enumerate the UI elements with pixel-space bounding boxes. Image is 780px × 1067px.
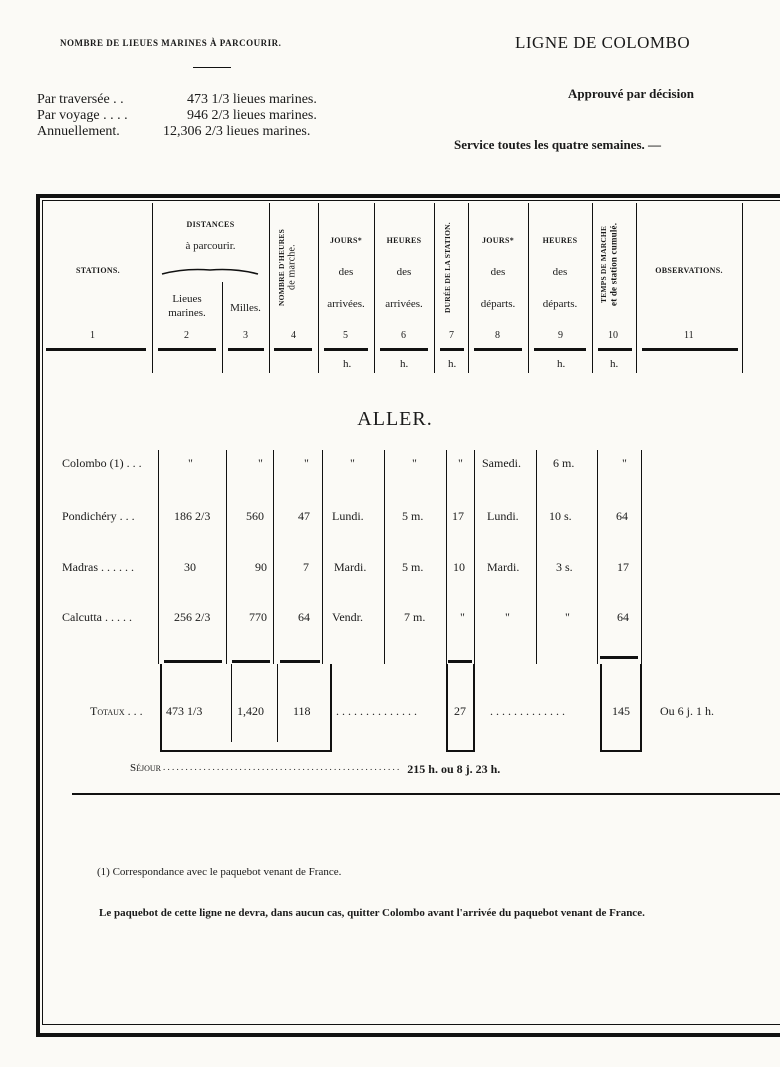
cell-heures: 7 bbox=[303, 560, 309, 574]
cell-temps: " bbox=[622, 456, 627, 470]
subtotal-rule bbox=[232, 660, 270, 663]
stat-label: Annuellement. bbox=[37, 124, 120, 139]
body-col-line bbox=[384, 450, 385, 664]
stat-row bbox=[37, 92, 317, 108]
line-title: LIGNE DE COLOMBO bbox=[515, 33, 691, 52]
approval-text: Approuvé par décision bbox=[568, 86, 694, 101]
cell-heures: 47 bbox=[298, 509, 310, 523]
cell-jour-arr: Vendr. bbox=[332, 610, 363, 624]
body-col-line bbox=[158, 450, 159, 664]
unit-label: h. bbox=[610, 358, 619, 370]
col-sep bbox=[318, 203, 319, 373]
col-sep bbox=[434, 203, 435, 373]
unit-label: h. bbox=[557, 358, 566, 370]
header-jours-dep-bot: départs. bbox=[480, 298, 516, 310]
totals-box-line bbox=[600, 664, 602, 752]
header-heures-dep-mid: des bbox=[552, 266, 568, 278]
sejour-dots: . . . . . . . . . . . . . . . . . . . . . . . . . . . . . . . . . . . . . . . . . . . . . . . . . . . . . bbox=[163, 762, 400, 772]
cell-heure-dep: 6 m. bbox=[553, 456, 575, 470]
col-number: 4 bbox=[291, 330, 296, 341]
header-rule bbox=[380, 348, 428, 351]
header-rule bbox=[274, 348, 312, 351]
cell-duree: 17 bbox=[452, 509, 464, 523]
cell-heures: 64 bbox=[298, 610, 310, 624]
cell-jour-dep: Samedi. bbox=[482, 456, 521, 470]
header-temps-2: et de station cumulé. bbox=[608, 222, 619, 306]
col-sep bbox=[269, 203, 270, 373]
col-number: 9 bbox=[558, 330, 563, 341]
cell-jour-arr: Mardi. bbox=[334, 560, 367, 574]
cell-heure-dep: 3 s. bbox=[556, 560, 573, 574]
totals-temps: 145 bbox=[612, 704, 630, 718]
cell-temps: 64 bbox=[617, 610, 629, 624]
brace-icon bbox=[160, 266, 260, 276]
header-rule bbox=[46, 348, 146, 351]
header-jours-arr-top: JOURS* bbox=[329, 236, 363, 245]
cell-heure-arr: 7 m. bbox=[404, 610, 426, 624]
header-temps bbox=[600, 208, 619, 320]
cell-lieues: " bbox=[188, 456, 193, 470]
cell-jour-dep: Mardi. bbox=[487, 560, 520, 574]
cell-jour-dep: Lundi. bbox=[487, 509, 519, 523]
unit-label: h. bbox=[448, 358, 457, 370]
cell-heure-dep: 10 s. bbox=[549, 509, 572, 523]
stat-row bbox=[37, 108, 317, 124]
cell-lieues: 30 bbox=[184, 560, 196, 574]
totals-box-bottom bbox=[160, 750, 332, 752]
header-rule bbox=[228, 348, 264, 351]
totals-box-line bbox=[640, 664, 642, 752]
sejour-value: 215 h. ou 8 j. 23 h. bbox=[407, 762, 501, 776]
header-jours-arr-mid: des bbox=[338, 266, 354, 278]
header-distances: DISTANCES bbox=[186, 220, 235, 229]
cell-temps: 64 bbox=[616, 509, 628, 523]
cell-milles: " bbox=[258, 456, 263, 470]
station-name: Pondichéry . . . bbox=[62, 509, 135, 523]
body-col-line bbox=[322, 450, 323, 664]
col-sep bbox=[636, 203, 637, 373]
col-number: 2 bbox=[184, 330, 189, 341]
totals-dots: . . . . . . . . . . . . . bbox=[490, 704, 565, 718]
col-number: 6 bbox=[401, 330, 406, 341]
col-sep bbox=[374, 203, 375, 373]
unit-label: h. bbox=[400, 358, 409, 370]
col-sep bbox=[222, 282, 223, 373]
cell-jour-arr: Lundi. bbox=[332, 509, 364, 523]
unit-label: h. bbox=[343, 358, 352, 370]
station-name: Madras . . . . . . bbox=[62, 560, 134, 574]
header-rule bbox=[598, 348, 632, 351]
header-milles: Milles. bbox=[230, 302, 261, 314]
body-col-line bbox=[446, 450, 447, 664]
totals-box-line bbox=[446, 664, 448, 752]
header-heures-arr-bot: arrivées. bbox=[385, 298, 423, 310]
cell-lieues: 186 2/3 bbox=[174, 509, 211, 523]
section-divider bbox=[72, 793, 780, 795]
col-number: 3 bbox=[243, 330, 248, 341]
col-number: 11 bbox=[684, 330, 694, 341]
cell-duree: " bbox=[460, 610, 465, 624]
header-heures-marche bbox=[278, 215, 298, 320]
header-temps-1: TEMPS DE MARCHE bbox=[599, 225, 608, 303]
header-rule bbox=[158, 348, 216, 351]
totals-box-line bbox=[277, 664, 278, 742]
cell-duree: " bbox=[458, 456, 463, 470]
header-heures-arr-top: HEURES bbox=[386, 236, 422, 245]
body-col-line bbox=[536, 450, 537, 664]
header-duree: DURÉE DE LA STATION. bbox=[443, 222, 452, 314]
body-col-line bbox=[641, 450, 642, 664]
sejour-label: Séjour bbox=[130, 762, 162, 774]
distances-title: NOMBRE DE LIEUES MARINES À PARCOURIR. bbox=[60, 38, 282, 48]
header-stations: STATIONS. bbox=[76, 266, 120, 275]
cell-lieues: 256 2/3 bbox=[174, 610, 211, 624]
totals-observation: Ou 6 j. 1 h. bbox=[660, 704, 714, 718]
stats-block bbox=[37, 92, 317, 140]
col-number: 10 bbox=[608, 330, 618, 341]
totals-duree: 27 bbox=[454, 704, 466, 718]
subtotal-rule bbox=[280, 660, 320, 663]
body-col-line bbox=[226, 450, 227, 664]
stat-row bbox=[37, 124, 317, 140]
header-distances-sub: à parcourir. bbox=[185, 240, 236, 252]
col-number: 5 bbox=[343, 330, 348, 341]
station-name: Calcutta . . . . . bbox=[62, 610, 132, 624]
service-text: Service toutes les quatre semaines. — bbox=[454, 137, 662, 152]
header-observations: OBSERVATIONS. bbox=[655, 266, 723, 275]
station-name: Colombo (1) . . . bbox=[62, 456, 142, 470]
footnote-1: (1) Correspondance avec le paquebot venant de France. bbox=[97, 866, 342, 878]
header-heures-marche-1: NOMBRE D'HEURES bbox=[277, 229, 286, 306]
header-jours-dep-top: JOURS* bbox=[481, 236, 515, 245]
totals-box-line bbox=[231, 664, 232, 742]
subtotal-rule bbox=[448, 660, 472, 663]
header-jours-arr-bot: arrivées. bbox=[327, 298, 365, 310]
totals-box-line bbox=[330, 664, 332, 752]
cell-heures: " bbox=[304, 456, 309, 470]
cell-heure-arr: 5 m. bbox=[402, 560, 424, 574]
col-sep bbox=[468, 203, 469, 373]
body-col-line bbox=[474, 450, 475, 664]
subtotal-rule bbox=[600, 656, 638, 659]
cell-jour-arr: " bbox=[350, 456, 355, 470]
header-heures-arr-mid: des bbox=[396, 266, 412, 278]
stat-value: 12,306 2/3 lieues marines. bbox=[163, 124, 311, 139]
cell-heure-arr: 5 m. bbox=[402, 509, 424, 523]
header-rule bbox=[440, 348, 464, 351]
body-col-line bbox=[597, 450, 598, 664]
totals-box-bottom bbox=[446, 750, 475, 752]
totals-label: Totaux . . . bbox=[90, 704, 143, 718]
body-col-line bbox=[273, 450, 274, 664]
stat-value: 473 1/3 lieues marines. bbox=[187, 92, 317, 107]
col-sep bbox=[592, 203, 593, 373]
header-rule bbox=[324, 348, 368, 351]
cell-milles: 90 bbox=[255, 560, 267, 574]
totals-box-line bbox=[473, 664, 475, 752]
totals-dots: . . . . . . . . . . . . . . bbox=[336, 704, 417, 718]
cell-milles: 770 bbox=[249, 610, 267, 624]
totals-lieues: 473 1/3 bbox=[166, 704, 203, 718]
cell-heure-arr: " bbox=[412, 456, 417, 470]
totals-heures: 118 bbox=[293, 704, 311, 718]
totals-box-bottom bbox=[600, 750, 642, 752]
col-sep bbox=[742, 203, 743, 373]
stat-label: Par traversée . . bbox=[37, 92, 124, 107]
cell-milles: 560 bbox=[246, 509, 264, 523]
header-heures-dep-bot: départs. bbox=[542, 298, 578, 310]
totals-box-line bbox=[160, 664, 162, 752]
col-sep bbox=[528, 203, 529, 373]
cell-temps: 17 bbox=[617, 560, 629, 574]
col-number: 1 bbox=[90, 330, 95, 341]
subtotal-rule bbox=[164, 660, 222, 663]
section-title: ALLER. bbox=[357, 408, 433, 430]
col-number: 7 bbox=[449, 330, 454, 341]
stat-label: Par voyage . . . . bbox=[37, 108, 128, 123]
header-rule bbox=[474, 348, 522, 351]
header-heures-marche-2: de marche. bbox=[286, 244, 298, 291]
sejour-row bbox=[130, 762, 500, 777]
header-rule bbox=[642, 348, 738, 351]
header-rule bbox=[534, 348, 586, 351]
totals-milles: 1,420 bbox=[237, 704, 264, 718]
header-jours-dep-mid: des bbox=[490, 266, 506, 278]
col-number: 8 bbox=[495, 330, 500, 341]
title-underline bbox=[193, 67, 231, 68]
header-lieues: Lieues marines. bbox=[168, 293, 206, 319]
header-heures-dep-top: HEURES bbox=[542, 236, 578, 245]
cell-heure-dep: " bbox=[565, 610, 570, 624]
stat-value: 946 2/3 lieues marines. bbox=[187, 108, 317, 123]
cell-duree: 10 bbox=[453, 560, 465, 574]
cell-jour-dep: " bbox=[505, 610, 510, 624]
footnote-2: Le paquebot de cette ligne ne devra, dans aucun cas, quitter Colombo avant l'arrivée du paquebot venant de France. bbox=[99, 907, 645, 919]
